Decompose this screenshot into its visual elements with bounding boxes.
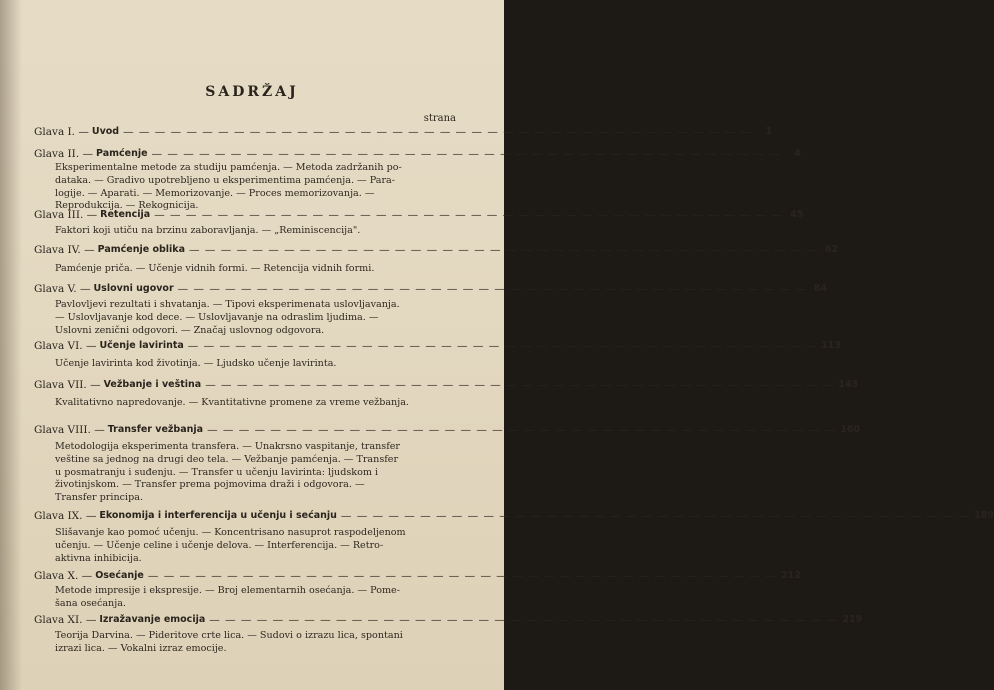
leader-dashes: — — — — — — — — — — — — — — — — — — — — — — — — — — — — — — — — — — — — — — — — <box>209 614 839 626</box>
chapter-title: Učenje lavirinta <box>99 340 184 351</box>
chapter-page-number: 219 <box>842 614 863 625</box>
toc-entry <box>34 569 801 583</box>
chapter-number: Glava VII. — <box>34 379 101 391</box>
page-gutter-shadow <box>0 0 22 690</box>
summary-line: aktivna inhibicija. <box>55 552 142 564</box>
summary-line: Pavlovljevi rezultati i shvatanja. — Tipovi eksperimenata uslovljavanja. <box>55 299 400 310</box>
chapter-summary <box>55 527 464 565</box>
chapter-number: Glava IV. — <box>34 244 95 256</box>
summary-line: Slišavanje kao pomoć učenju. — Koncentrisano nasuprot raspodeljenom <box>55 527 406 538</box>
chapter-number: Glava VI. — <box>34 340 97 352</box>
page-column-label: strana <box>423 113 456 124</box>
chapter-title: Izražavanje emocija <box>99 614 206 625</box>
summary-line: Transfer principa. <box>55 492 143 504</box>
toc-entry <box>34 147 801 161</box>
leader-dashes: — — — — — — — — — — — — — — — — — — — — — — — — — — — — — — — — — — — — — — — — <box>340 510 971 522</box>
toc-entry <box>34 208 804 222</box>
page-title: SADRŽAJ <box>205 84 299 100</box>
summary-line: životinjskom. — Transfer prema pojmovima draži i odgovora. — <box>55 479 365 491</box>
summary-line: Reprodukcija. — Rekognicija. <box>55 200 199 212</box>
summary-line: Kvalitativno napredovanje. — Kvantitativne promene za vreme vežbanja. <box>55 397 409 408</box>
chapter-summary <box>55 441 464 505</box>
chapter-page-number: 212 <box>781 570 801 581</box>
leader-dashes: — — — — — — — — — — — — — — — — — — — — — — — — — — — — — — — — — — — — — — — — <box>207 424 837 436</box>
toc-entry <box>34 282 827 296</box>
chapter-page-number: 189 <box>974 510 994 521</box>
chapter-summary <box>55 585 464 611</box>
chapter-number: Glava VIII. — <box>34 424 105 436</box>
toc-entry <box>34 125 773 139</box>
summary-line: Teorija Darvina. — Pideritove crte lica. — Sudovi o izrazu lica, spontani <box>55 630 403 641</box>
summary-line: Uslovni zenični odgovori. — Značaj uslovnog odgovora. <box>55 324 325 336</box>
toc-entry <box>34 423 861 437</box>
toc-entry <box>34 243 839 257</box>
chapter-page-number: 4 <box>794 148 801 159</box>
chapter-summary <box>55 358 464 371</box>
toc-entry <box>34 613 863 627</box>
chapter-number: Glava II. — <box>34 148 94 160</box>
summary-line: u posmatranju i suđenju. — Transfer u učenju lavirinta: ljudskom i <box>55 466 379 478</box>
chapter-title: Uvod <box>91 126 120 137</box>
chapter-page-number: 113 <box>820 340 841 351</box>
chapter-title: Retencija <box>100 209 151 220</box>
chapter-summary <box>55 397 464 410</box>
leader-dashes: — — — — — — — — — — — — — — — — — — — — — — — — — — — — — — — — — — — — — — — — <box>123 126 753 138</box>
chapter-number: Glava I. — <box>34 126 89 138</box>
leader-dashes: — — — — — — — — — — — — — — — — — — — — — — — — — — — — — — — — — — — — — — — — <box>147 570 778 582</box>
summary-line: veštine sa jednog na drugi deo tela. — Vežbanje pamćenja. — Transfer <box>55 453 399 465</box>
chapter-title: Osećanje <box>95 570 144 581</box>
summary-line: Metode impresije i ekspresije. — Broj elementarnih osećanja. — Pome- <box>55 585 400 596</box>
chapter-number: Glava X. — <box>34 570 93 582</box>
chapter-title: Ekonomija i interferencija u učenju i sećanju <box>99 510 337 521</box>
chapter-title: Pamćenje oblika <box>97 244 186 255</box>
summary-line: učenju. — Učenje celine i učenje delova. — Interferencija. — Retro- <box>55 539 384 551</box>
toc-entry <box>34 509 994 523</box>
chapter-title: Pamćenje <box>96 148 148 159</box>
chapter-page-number: 62 <box>824 244 839 255</box>
chapter-page-number: 1 <box>765 126 773 137</box>
chapter-summary <box>55 299 464 337</box>
leader-dashes: — — — — — — — — — — — — — — — — — — — — — — — — — — — — — — — — — — — — — — — — <box>151 148 781 160</box>
chapter-page-number: 84 <box>813 283 827 294</box>
leader-dashes: — — — — — — — — — — — — — — — — — — — — — — — — — — — — — — — — — — — — — — — — <box>189 244 819 256</box>
leader-dashes: — — — — — — — — — — — — — — — — — — — — — — — — — — — — — — — — — — — — — — — — <box>154 209 784 221</box>
summary-line: Metodologija eksperimenta transfera. — Unakrsno vaspitanje, transfer <box>55 441 401 452</box>
chapter-summary <box>55 630 464 656</box>
chapter-page-number: 160 <box>840 424 861 435</box>
summary-line: dataka. — Gradivo upotrebljeno u eksperimentima pamćenja. — Para- <box>55 174 395 186</box>
chapter-page-number: 45 <box>790 209 804 220</box>
leader-dashes: — — — — — — — — — — — — — — — — — — — — — — — — — — — — — — — — — — — — — — — — <box>205 379 835 391</box>
summary-line: logije. — Aparati. — Memorizovanje. — Proces memorizovanja. — <box>55 187 375 199</box>
chapter-title: Transfer vežbanja <box>107 424 204 435</box>
summary-line: Eksperimentalne metode za studiju pamćenja. — Metoda zadržanih po- <box>55 162 402 173</box>
leader-dashes: — — — — — — — — — — — — — — — — — — — — — — — — — — — — — — — — — — — — — — — — <box>177 283 807 295</box>
toc-entry <box>34 339 841 353</box>
chapter-summary <box>55 263 464 276</box>
toc-entry <box>34 378 859 392</box>
summary-line: — Uslovljavanje kod dece. — Uslovljavanje na odraslim ljudima. — <box>55 311 379 323</box>
chapter-summary <box>55 162 464 213</box>
chapter-page-number: 143 <box>838 379 859 390</box>
chapter-number: Glava XI. — <box>34 614 97 626</box>
leader-dashes: — — — — — — — — — — — — — — — — — — — — — — — — — — — — — — — — — — — — — — — — <box>187 340 817 352</box>
summary-line: šana osećanja. <box>55 597 126 609</box>
summary-line: Učenje lavirinta kod životinja. — Ljudsko učenje lavirinta. <box>55 358 337 369</box>
summary-line: Faktori koji utiču na brzinu zaboravljanja. — „Reminiscencija". <box>55 225 361 236</box>
chapter-title: Vežbanje i veština <box>103 379 202 390</box>
chapter-number: Glava V. — <box>34 283 91 295</box>
chapter-title: Uslovni ugovor <box>93 283 174 294</box>
chapter-number: Glava IX. — <box>34 510 97 522</box>
summary-line: Pamćenje priča. — Učenje vidnih formi. — Retencija vidnih formi. <box>55 263 375 274</box>
summary-line: izrazi lica. — Vokalni izraz emocije. <box>55 642 227 654</box>
chapter-number: Glava III. — <box>34 209 98 221</box>
chapter-summary <box>55 225 464 238</box>
